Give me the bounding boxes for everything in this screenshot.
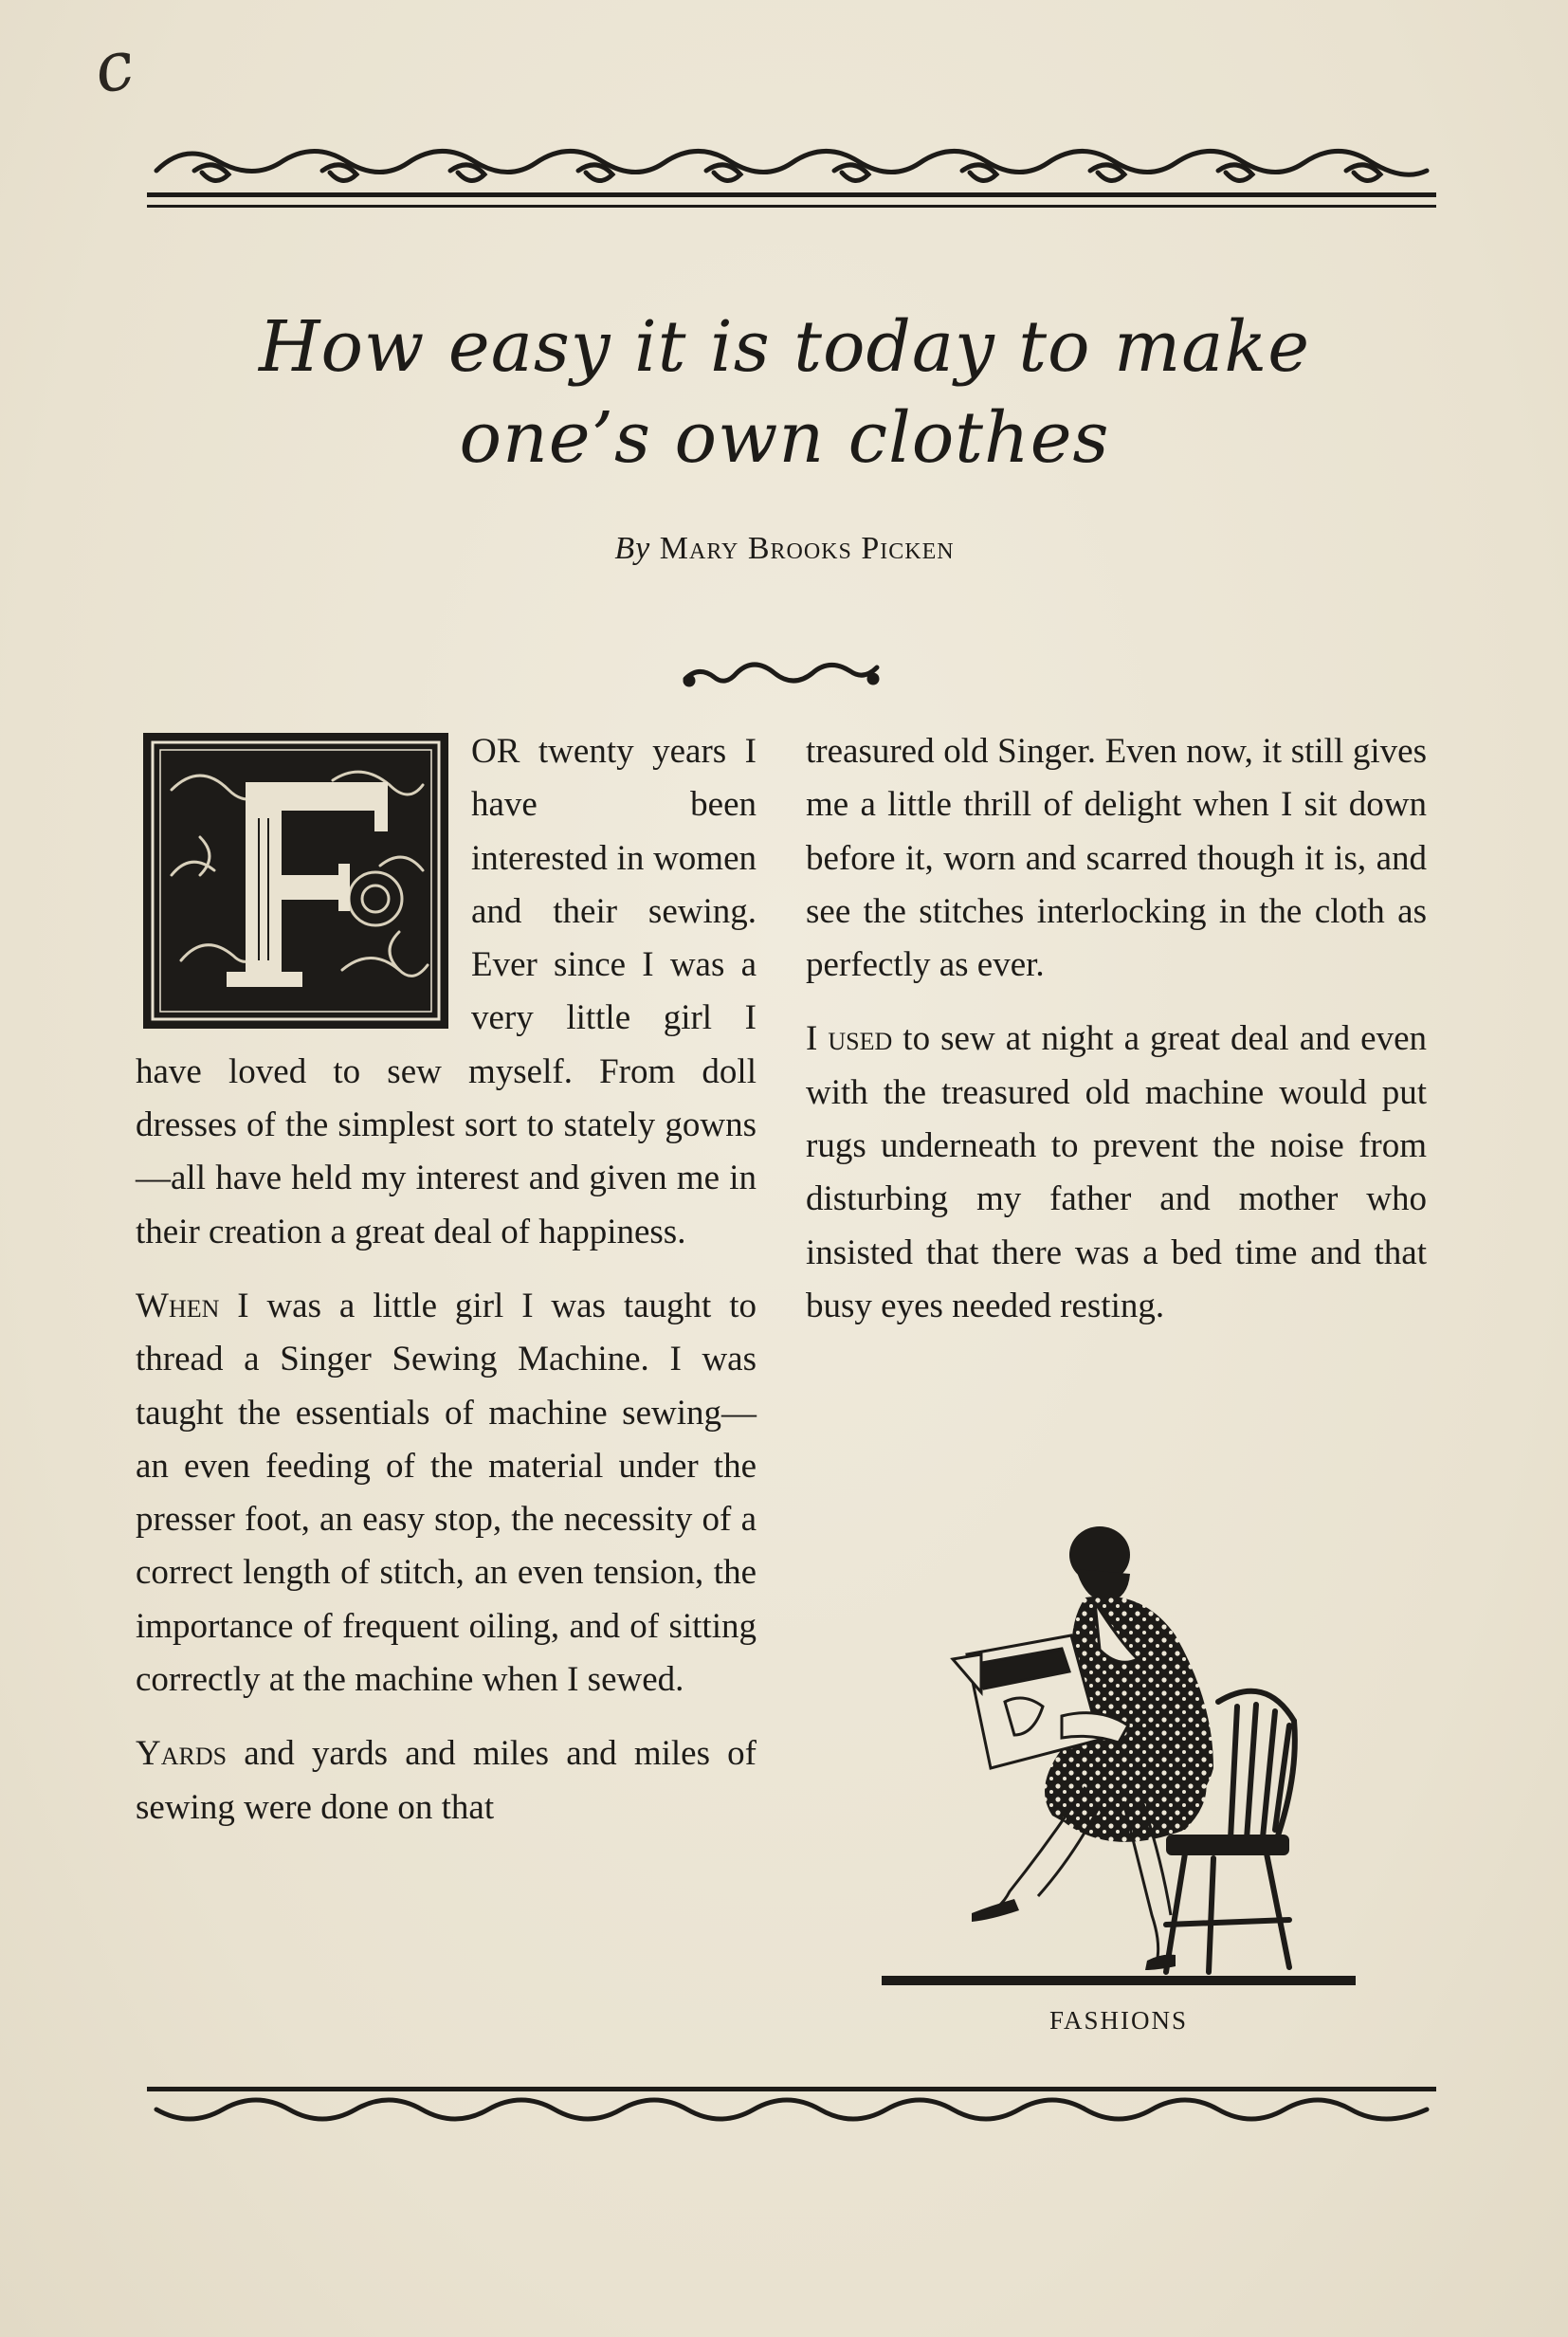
byline-author: Mary Brooks Picken [659, 531, 955, 566]
illustration-caption: FASHIONS [1048, 2006, 1189, 2035]
paragraph-4-text: to sew at night a great deal and even with the treasured old machine would put rugs underneath to prevent the noise from disturbing my father and mother who insisted that there was a bed time and that busy eyes needed resting. [806, 1019, 1428, 1325]
paragraph-3-text: and yards and miles and miles of sewing were done on that [136, 1734, 757, 1827]
woman-reading-illustration [882, 1517, 1356, 1991]
paragraph-4-lead-in: I used [806, 1019, 893, 1059]
paragraph-2-text: I was a little girl I was taught to thread a Singer Sewing Machine. I was taught the essentials of machine sewing—an even feeding of the material under the presser foot, an easy stop, the necessity of a correct length of stitch, an even tension, the importance of frequent oiling, and of sitting correctly at the machine when I sewed. [136, 1286, 757, 1700]
byline-by: By [614, 531, 651, 566]
title-line-2: one’s own clothes [459, 397, 1110, 479]
article-paragraph-1 [136, 725, 757, 1259]
article-column-right [806, 725, 1427, 1354]
article-paragraph-4 [806, 1013, 1427, 1333]
ornamental-dropcap-f [143, 733, 448, 1029]
handwritten-corner-mark: c [88, 24, 140, 109]
article-paragraph-2 [136, 1280, 757, 1707]
byline [142, 531, 1427, 567]
article-paragraph-3-continued: treasured old Singer. Even now, it still gives me a little thrill of delight when I sit down before it, worn and scarred though it is, and see the stitches interlocking in the cloth as perfectly as ever. [806, 732, 1427, 985]
title-line-1: How easy it is today to make [258, 306, 1311, 388]
article-column-left [136, 725, 757, 1855]
article-title [142, 301, 1427, 484]
center-flourish-ornament [678, 654, 886, 692]
bottom-ornamental-border [147, 2081, 1436, 2138]
top-ornamental-border [147, 133, 1436, 228]
paragraph-2-lead-in: When [136, 1286, 220, 1325]
paragraph-1-text: OR twenty years I have been interested in women and their sewing. Ever since I was a very little girl I have loved to sew myself. From doll dresses of the simplest sort to stately gowns—all have held my interest and given me in their creation a great deal of happiness. [136, 732, 757, 1251]
paragraph-3-lead-in: Yards [136, 1734, 228, 1774]
article-paragraph-3 [136, 1727, 757, 1835]
